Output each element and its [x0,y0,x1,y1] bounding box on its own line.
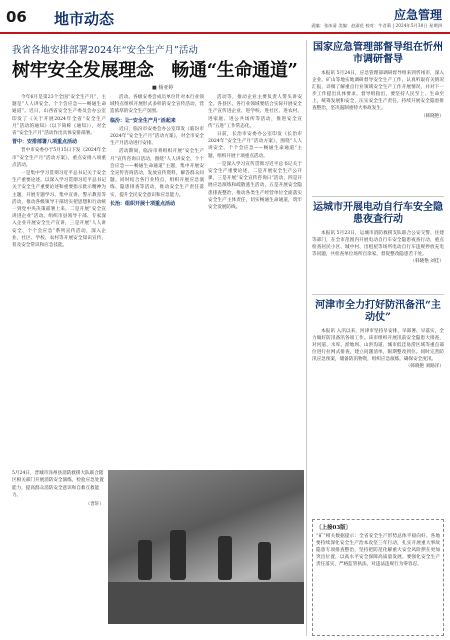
article-column-2 [110,94,204,466]
photo-caption [12,470,104,624]
paragraph: 本报讯 5月23日，运城市消防救援支队联合公安交警、住建等部门，在全市范围内开展电动自行车安全隐患夜查行动，重点检查居民小区、城中村、出租屋等场所电动自行车违规停放充电等问题，共检查单位场所百余家，督促整改隐患若干处。 [312,231,444,258]
page-number: 06 [6,8,27,26]
paragraph: 一是深入学习宣传贯彻习近平总书记关于安全生产重要论述，二是开展安全生产公开课，三是开展“安全宣传咨询日”活动，四是开展应急演练和疏散逃生活动，五是开展安全隐患排查整治，推动各类生产经营单位全面落实安全生产主体责任，切实畅通生命通道，筑牢安全发展防线。 [208,161,302,211]
newspaper-section-name: 应急管理 [393,8,442,22]
article-column-3 [208,94,302,466]
article-headline: 树牢安全发展理念 畅通“生命通道” [12,60,298,81]
paragraph: 活动期间，临汾市将组织开展“安全生产月”宣传咨询日活动，围绕“人人讲安全、个个会应急——畅通生命通道”主题，集中开展安全宣传咨询活动，发放宣传资料，解答群众问题。同时结合各行业特点，组织开展应急演练、隐患排查等活动，推动安全生产责任落实，提升全民安全意识和应急能力。 [110,149,204,198]
article-source: （韩晓艳 刘佳） [410,259,444,265]
header-rule [0,32,450,34]
photo-figure [138,540,152,580]
column-divider [306,40,307,636]
article-source: （韩晓艳） [421,113,444,119]
side-article-title-2: 运城市开展电动自行车安全隐患夜查行动 [313,202,443,225]
paragraph: 晋中市安委办于5月15日下发《2024年全市“安全生产月”活动方案》，重点安排八项重点活动。 [12,148,106,168]
paragraph: 一是集中学习贯彻习近平总书记关于安全生产重要论述。以深入学习贯彻习近平总书记关于安全生产重要论述和重要指示批示精神为主题，开展专题学习、集中宣讲、警示教育等活动，推动各级领导干部切实把思想和行动统一到党中央决策部署上来。二是开展“安全宣讲进企业”活动。组织市县领导干部、专家深入企业开展安全生产宣讲，三是开展“人人讲安全、个个会应急”系列宣传活动，深入企业、社区、学校、农村等开展安全知识宣传，普及安全常识和应急技能。 [12,171,106,249]
paragraph: 近日，临汾市安委会办公室印发《临汾市2024年“安全生产月”活动方案》，对全市安全生产月活动进行安排。 [110,126,204,147]
photo-ground [108,582,304,624]
page-header [0,0,450,36]
side-article-body-3 [312,328,444,514]
side-article-title-3: 河津市全力打好防汛备汛“主动仗” [315,300,441,323]
side-article-body-2 [312,230,444,292]
box-title: 〔上接03版〕 [316,525,352,531]
paragraph: 本报讯 5月24日，应急管理部调研督导组来到忻州市，深入企业、矿山等地实地调研督导安全生产工作，认真听取有关情况汇报，详细了解重点行业领域安全生产工作开展情况，并对下一步工作提出具体要求。督导组指出，要坚持人民至上、生命至上，统筹发展和安全，压实安全生产责任，持续开展安全隐患排查整治，坚决遏制重特大事故发生。 [312,71,444,112]
edition-meta: 责编：张冰清 美编：赵淑花 校对：牛君莉 | 2024年5月30日 星期四 [311,23,442,28]
paragraph: 今年6月是第23个全国“安全生产月”，主题是“人人讲安全、个个会应急——畅通生命通道”。近日，山西省安全生产委员会办公室印发了《关于开展2024年全省“安全生产月”活动的通知》（以下简称《通知》），对全省“安全生产月”活动作出具体安排部署。 [12,95,106,137]
photo-figure [218,536,232,580]
side-article-title-1: 国家应急管理部督导组在忻州市调研督导 [313,42,443,65]
paragraph: 活动等，推动企业主要负责人带头讲安全。各县区、各行业领域要结合实际开展安全生产宣传进企业、进学校、进社区、进农村、进家庭、进公共场所等活动，推进安全宣传“五进”工作常态化。 [208,95,302,129]
article-column-1 [12,94,106,466]
paragraph: 活动。各级安委会成员单位针对本行业领域特点组织开展形式多样的安全宣传活动，营造浓厚的安全生产氛围。 [110,95,204,115]
article-source: （韩晓艳 刘路洋） [405,364,444,370]
subheading: 临汾：让“安全生产月”活起来 [110,117,176,124]
side-article-body-1 [312,70,444,194]
caption-text: 5月24日，晋城市泽州县消防救援大队联合辖区相关部门开展消防安全演练，检验应急处置能力，提高群众消防安全意识和自救互救能力。 [12,471,104,498]
section-rule [312,294,444,295]
section-rule [312,196,444,197]
continued-box [312,519,444,636]
news-photo [108,470,304,624]
photo-credit: （晋轩） [85,502,104,508]
section-title: 地市动态 [54,10,115,28]
subheading: 长治：组织开展十项重点活动 [110,200,176,207]
article-kicker: 我省各地安排部署2024年“安全生产月”活动 [12,45,198,56]
paragraph: 本报讯 入汛以来，河津市坚持早安排、早部署、早落实，全力做好防汛备汛各项工作。该市组织开展汛前安全隐患大排查，对河道、水库、淤地坝、山洪沟道、城市低洼易涝区域等重点部位进行拉网式排查，建立问题清单，限期整改到位。同时完善防汛应急预案，储备防汛物资，组织应急演练，确保安全度汛。 [312,329,444,363]
box-text: “矿”相关数据提示：全省安全生产形势总体平稳向好。各地要持续深化安全生产治本攻坚三年行动，扎实开展重大事故隐患专项排查整治，坚持把防范化解重大安全风险摆在更加突出位置，以高水平安全保障高质量发展。要强化安全生产责任落实，严格监管执法，对违法违规行为零容忍。 [316,534,440,568]
article-byline: ■ 杨亚婷 [152,85,174,91]
subheading: 晋中：安排部署八项重点活动 [12,139,78,146]
photo-figure [170,530,186,580]
paragraph: 日前，长治市安委办公室印发《长治市2024年“安全生产月”活动方案》，围绕“人人讲安全、个个会应急——畅通生命通道”主题，组织开展十项重点活动。 [208,132,302,159]
photo-figure [258,542,271,580]
